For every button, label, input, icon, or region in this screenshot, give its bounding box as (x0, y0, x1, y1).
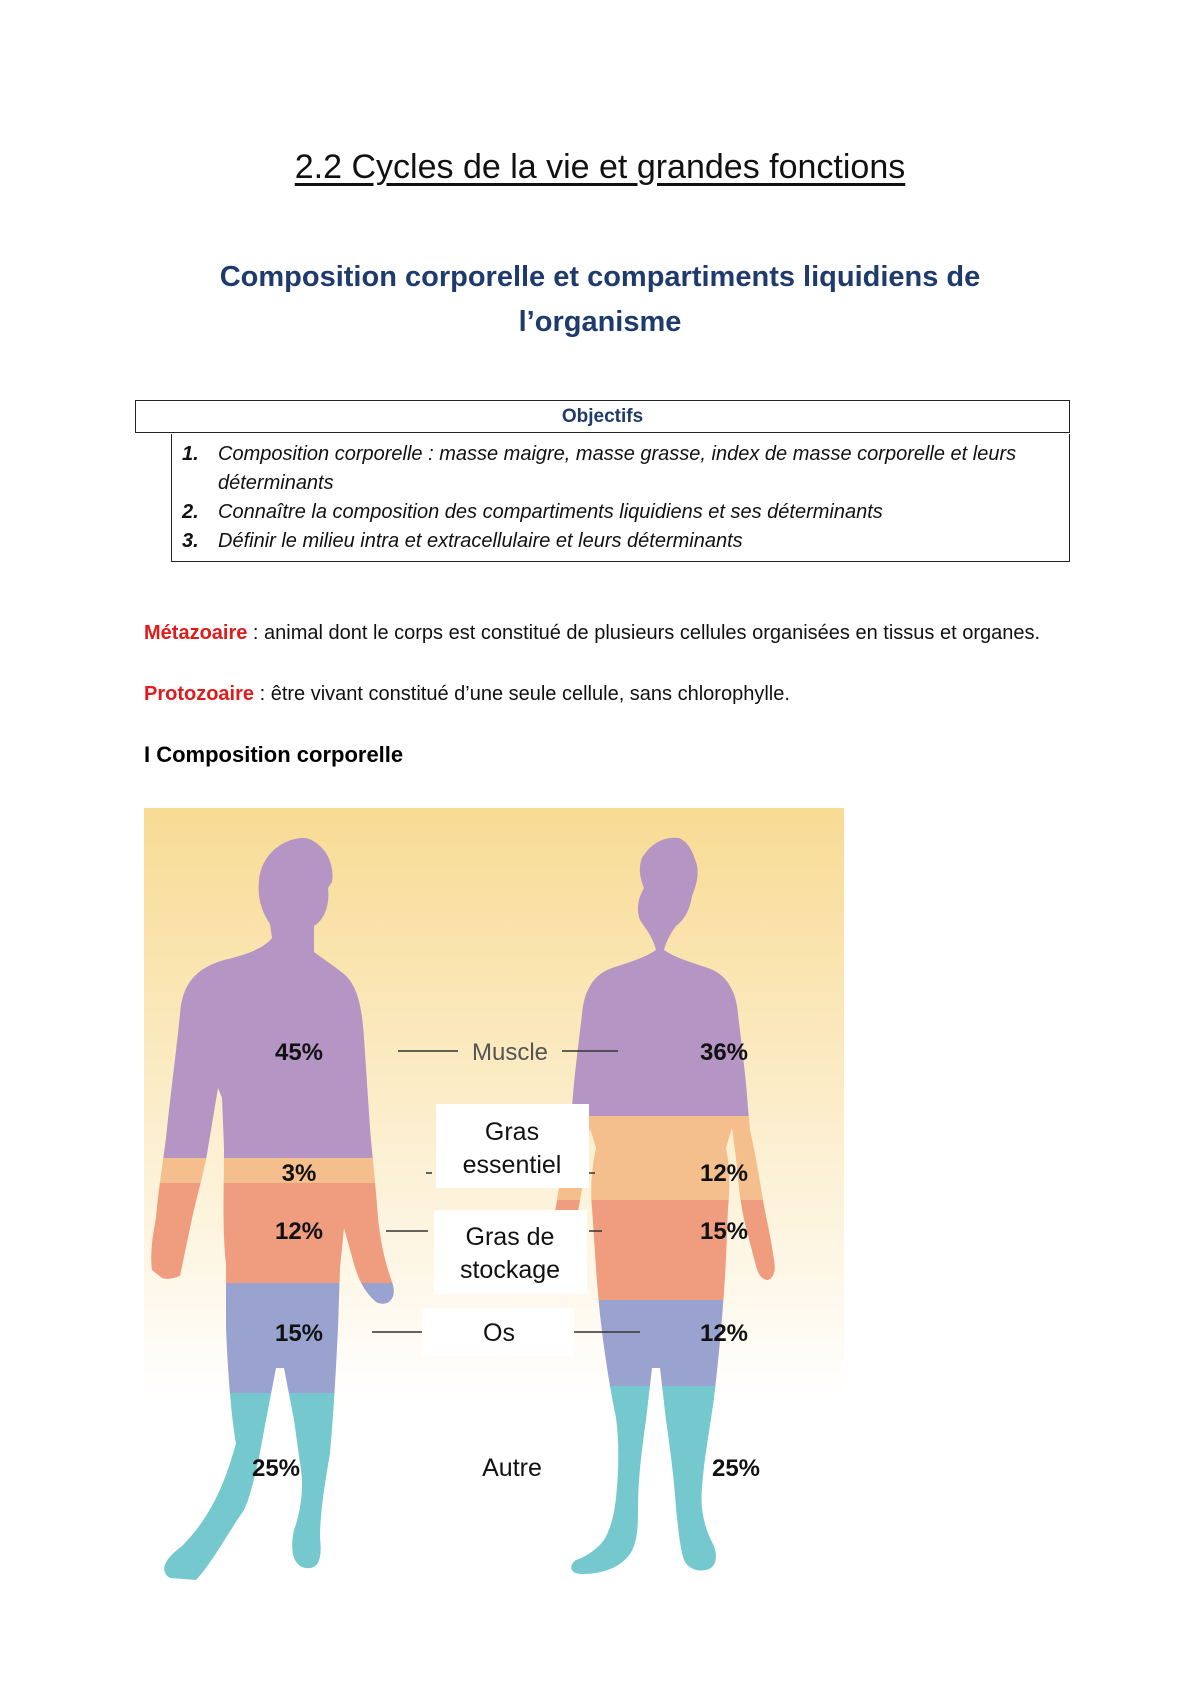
body-composition-figure (144, 808, 844, 1598)
definition-text: : animal dont le corps est constitué de plusieurs cellules organisées en tissus et organes. (247, 622, 1041, 644)
objective-text: Connaître la composition des compartiments liquidiens et ses déterminants (218, 501, 883, 523)
female-other-value: 25% (711, 1455, 761, 1482)
section-heading: I Composition corporelle (144, 742, 404, 767)
objective-text: Composition corporelle : masse maigre, masse grasse, index de masse corporelle et leurs déterminants (218, 443, 1017, 494)
label-essential-fat-line-1: Gras (484, 1118, 540, 1146)
definition-term: Métazoaire (144, 622, 248, 644)
male-bone-value: 15% (274, 1320, 324, 1347)
female-essential-fat-value: 12% (699, 1160, 749, 1187)
label-bone: Os (483, 1319, 515, 1347)
female-bone-value: 12% (699, 1320, 749, 1347)
male-essential-fat-value: 3% (281, 1160, 317, 1187)
objectives-list-box (171, 434, 1070, 562)
subtitle-line-1: Composition corporelle et compartiments liquidiens de (219, 261, 981, 293)
male-storage-fat-value: 12% (274, 1218, 324, 1245)
definition-text: : être vivant constitué d’une seule cellule, sans chlorophylle. (254, 683, 790, 705)
document-subtitle (140, 255, 1060, 345)
female-muscle-value: 36% (699, 1039, 749, 1066)
label-essential-fat-line-2: essentiel (462, 1151, 562, 1179)
female-storage-fat-value: 15% (699, 1218, 749, 1245)
male-muscle-value: 45% (274, 1039, 324, 1066)
objective-item (182, 440, 1049, 498)
label-other: Autre (482, 1454, 542, 1482)
objective-item (182, 527, 1049, 556)
page-title: 2.2 Cycles de la vie et grandes fonctions (294, 148, 906, 186)
label-storage-fat-line-2: stockage (459, 1256, 561, 1284)
objective-number: 3. (182, 530, 199, 552)
label-muscle: Muscle (471, 1039, 549, 1066)
definition-metazoaire (144, 618, 1064, 648)
objectives-header: Objectifs (135, 400, 1070, 433)
objective-item (182, 498, 1049, 527)
objective-text: Définir le milieu intra et extracellulaire et leurs déterminants (218, 530, 743, 552)
objectives-list (182, 440, 1049, 556)
label-storage-fat-line-1: Gras de (465, 1223, 555, 1251)
subtitle-line-2: l’organisme (518, 306, 682, 338)
male-other-value: 25% (251, 1455, 301, 1482)
body-composition-illustration (144, 808, 844, 1598)
objective-number: 1. (182, 443, 199, 465)
definition-term: Protozoaire (144, 683, 255, 705)
objective-number: 2. (182, 501, 199, 523)
definition-protozoaire (144, 679, 1064, 709)
